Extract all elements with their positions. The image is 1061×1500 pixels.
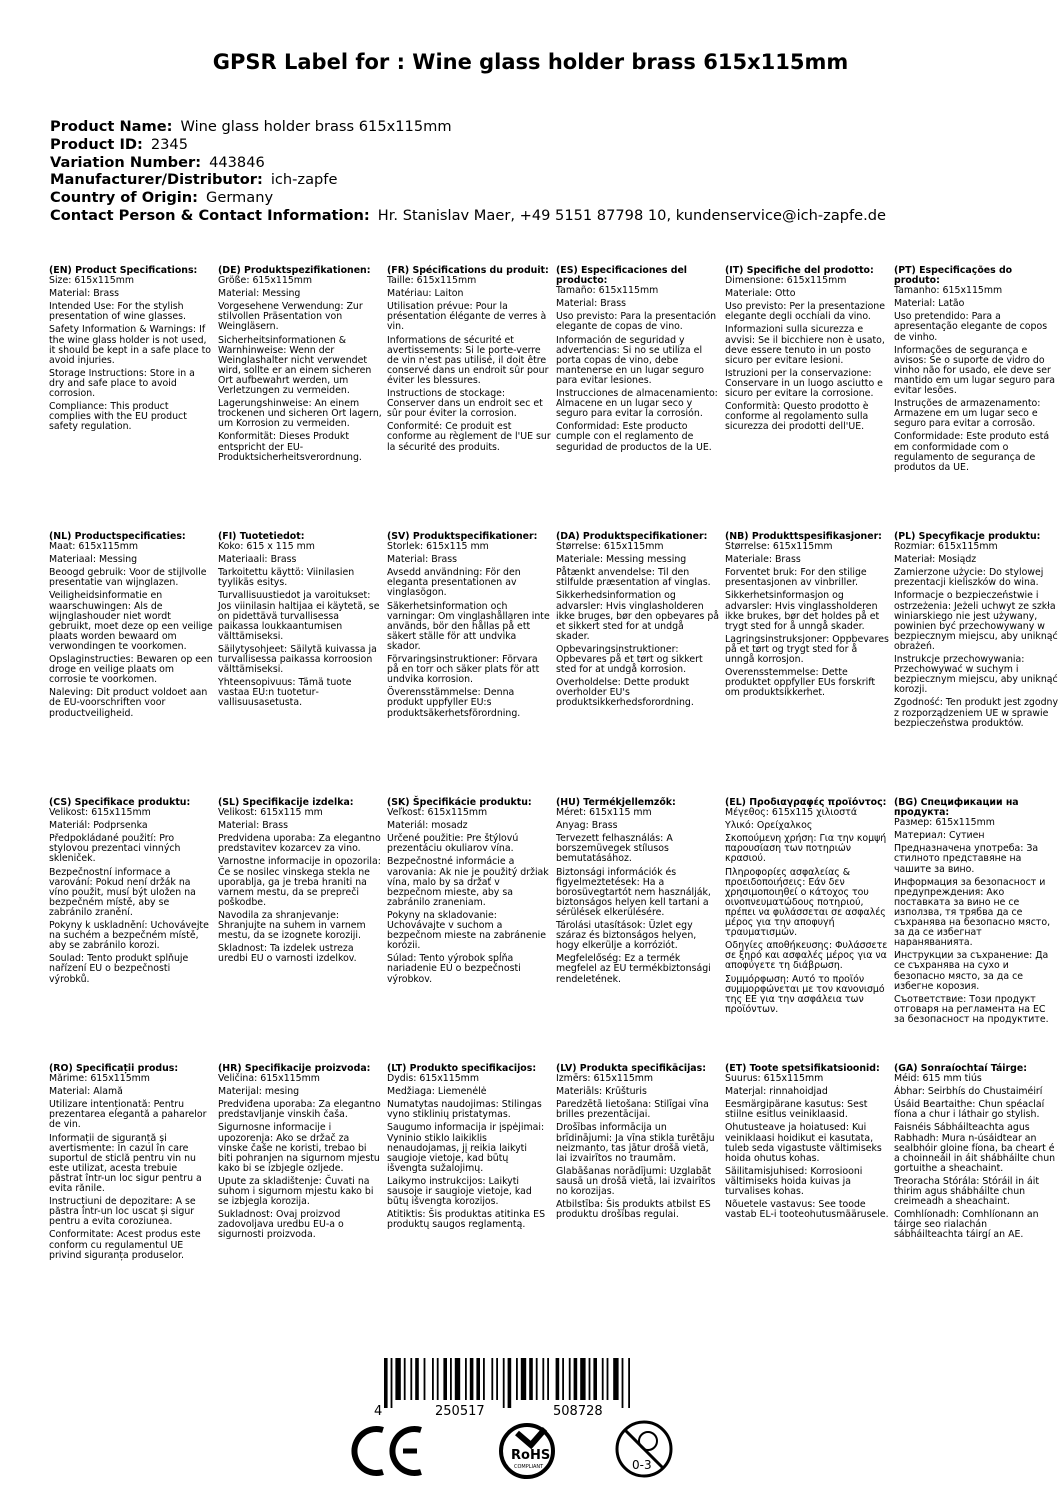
- age-label: 0-3: [632, 1458, 652, 1472]
- spec-paragraph: Uso previsto: Para la presentación elegante de copas de vino.: [556, 311, 720, 333]
- spec-paragraph: Mărime: 615x115mm: [49, 1073, 150, 1085]
- spec-paragraph: Atitiktis: Šis produktas atitinka ES produktų saugos reglamentą.: [387, 1209, 548, 1231]
- spec-paragraph: Predvidena uporaba: Za elegantno predstavitev kozarcev za vino.: [218, 833, 384, 855]
- spec-paragraph: Uso previsto: Per la presentazione elegante degli occhiali da vino.: [725, 301, 889, 323]
- barcode-bar: [508, 1358, 512, 1408]
- spec-paragraph: Nõuetele vastavus: See toode vastab EL-i tooteohutusmäärusele.: [725, 1199, 889, 1221]
- page-title: GPSR Label for : Wine glass holder brass 615x115mm: [212, 50, 849, 74]
- info-value: 443846: [209, 153, 265, 171]
- barcode-right-group: 508728: [553, 1404, 603, 1418]
- spec-paragraph: Sikkerhetsinformasjon og advarsler: Hvis vinglassholderen ikke brukes, bør det holdes på et trygt sted for å unngå skader.: [725, 590, 883, 632]
- spec-section-title: (NB) Produkttspesifikasjoner:: [725, 531, 882, 542]
- spec-paragraph: Maat: 615x115mm: [49, 541, 138, 553]
- spec-paragraph: Påtænkt anvendelse: Til den stilfulde præsentation af vinglas.: [556, 567, 711, 589]
- spec-paragraph: Materiaali: Brass: [218, 554, 297, 566]
- spec-paragraph: Tamaño: 615x115mm: [556, 285, 659, 297]
- spec-section-title: (LV) Produkta specifikācijas:: [556, 1063, 706, 1074]
- barcode-bar: [404, 1358, 406, 1400]
- spec-paragraph: Material: Brass: [218, 820, 289, 832]
- spec-paragraph: Förvaringsinstruktioner: Förvara på en torr och säker plats för att undvika korrosion.: [387, 654, 543, 686]
- spec-paragraph: Conformidade: Este produto está em conformidade com o regulamento de segurança de produtos da UE.: [894, 431, 1053, 473]
- barcode-bar: [470, 1358, 474, 1400]
- spec-paragraph: Sikkerhedsinformation og advarsler: Hvis vinglasholderen ikke bruges, bør den opbevares på et sikkert sted for at undgå skader.: [556, 590, 723, 642]
- spec-section-title: (HU) Termékjellemzők:: [556, 797, 676, 808]
- spec-section: [49, 1064, 213, 1264]
- spec-section-title: (SV) Produktspecifikationer:: [387, 531, 538, 542]
- spec-paragraph: Σκοπούμενη χρήση: Για την κομψή παρουσίαση των ποτηριών κρασιού.: [725, 833, 890, 865]
- barcode-bar: [562, 1358, 564, 1400]
- spec-section: [894, 531, 1061, 732]
- barcode-bar: [628, 1358, 630, 1408]
- barcode-bar: [602, 1358, 604, 1400]
- spec-paragraph: Zgodność: Ten produkt jest zgodny z rozporządzeniem UE w sprawie bezpieczeństwa produktów.: [894, 697, 1061, 729]
- barcode-bar: [384, 1358, 388, 1408]
- ean-barcode: [370, 1358, 632, 1418]
- info-value: Wine glass holder brass 615x115mm: [180, 118, 452, 135]
- rohs-sub-label: COMPLIANT: [514, 1464, 544, 1470]
- barcode-bar: [613, 1358, 618, 1400]
- info-label: Contact Person & Contact Information:: [50, 206, 370, 224]
- spec-section: [387, 798, 551, 988]
- barcode-bar: [432, 1358, 434, 1400]
- spec-paragraph: Conformité: Ce produit est conforme au règlement de l'UE sur la sécurité des produits.: [387, 421, 554, 453]
- spec-section-title: (DE) Produktspezifikationen:: [218, 265, 371, 276]
- spec-paragraph: Dydis: 615x115mm: [387, 1073, 479, 1085]
- spec-paragraph: Οδηγίες αποθήκευσης: Φυλάσσετε σε ξηρό και ασφαλές μέρος για να αποφύγετε τη διάβρωση.: [725, 940, 891, 972]
- barcode-bar: [424, 1358, 426, 1400]
- info-line: [50, 207, 886, 225]
- barcode-bar: [516, 1358, 518, 1400]
- spec-paragraph: Säilitamisjuhised: Korrosiooni vältimiseks hoida kuivas ja turvalises kohas.: [725, 1165, 866, 1198]
- barcode-bar: [607, 1358, 609, 1400]
- barcode-bar: [415, 1358, 419, 1400]
- spec-section: [894, 798, 1058, 1028]
- specifications-grid: [49, 266, 1059, 1330]
- spec-paragraph: Anyag: Brass: [556, 820, 618, 832]
- spec-section-title: (ES) Especificaciones del producto:: [556, 265, 691, 287]
- barcode-bar: [483, 1358, 485, 1400]
- spec-paragraph: Información de seguridad y advertencias: Si no se utiliza el porta copas de vino, debe mantenerse en un lugar seguro para evitar lesiones.: [556, 334, 708, 386]
- spec-paragraph: Overensstemmelse: Dette produktet oppfyller EUs forskrift om produktsikkerhet.: [725, 667, 878, 699]
- spec-section-title: (FR) Spécifications du produit:: [387, 265, 549, 276]
- spec-paragraph: Izmērs: 615x115mm: [556, 1073, 654, 1085]
- spec-paragraph: Soulad: Tento produkt splňuje nařízení EU o bezpečnosti výrobků.: [49, 953, 192, 985]
- barcode-bar: [491, 1358, 493, 1400]
- spec-paragraph: Ábhar: Seirbhís do Chustaiméirí: [894, 1086, 1043, 1098]
- spec-paragraph: Størrelse: 615x115mm: [725, 541, 833, 553]
- barcode-bar: [589, 1358, 591, 1400]
- info-label: Variation Number:: [50, 153, 202, 171]
- spec-section-title: (SK) Špecifikácie produktu:: [387, 797, 532, 808]
- spec-paragraph: Koko: 615 x 115 mm: [218, 541, 315, 553]
- spec-paragraph: Medžiaga: Liemenėlė: [387, 1086, 487, 1098]
- spec-paragraph: Atbilstība: Šis produkts atbilst ES produktu drošības regulai.: [556, 1199, 714, 1221]
- spec-paragraph: Treoracha Stórála: Stóráil in áit thirim agus shábháilte chun creimeadh a sheachaint.: [894, 1175, 1043, 1208]
- spec-section: [49, 531, 216, 722]
- spec-paragraph: Forventet bruk: For den stilige presentasjonen av vinbriller.: [725, 567, 870, 589]
- spec-section-title: (EN) Product Specifications:: [49, 265, 198, 276]
- spec-paragraph: Conformità: Questo prodotto è conforme al regolamento sulla sicurezza dei prodotti dell'UE.: [725, 401, 872, 433]
- spec-paragraph: Matériau: Laiton: [387, 288, 464, 300]
- spec-paragraph: Materiale: Otto: [725, 288, 796, 300]
- spec-paragraph: Určené použitie: Pre štýlovú prezentáciu okuliarov vína.: [387, 833, 522, 855]
- spec-section-title: (GA) Sonraíochtaí Táirge:: [894, 1063, 1027, 1074]
- info-line: [50, 154, 886, 172]
- barcode-bar: [569, 1358, 571, 1400]
- spec-paragraph: Ohutusteave ja hoiatused: Kui veiniklaasi hoidikut ei kasutata, tuleb seda vigastuste vältimiseks hoida ohutus kohas.: [725, 1122, 885, 1164]
- spec-section: [725, 798, 889, 1018]
- spec-section: [218, 532, 382, 712]
- spec-paragraph: Sicherheitsinformationen & Warnhinweise: Wenn der Weinglashalter nicht verwendet wird, sollte er an einem sicheren Ort aufbewahrt werden, um Verletzungen zu vermeiden.: [218, 334, 375, 397]
- spec-paragraph: Bezpečnostné informácie a varovania: Ak nie je použitý držiak vína, malo by sa držať v bezpečnom mieste, aby sa zabránilo zraneniam.: [387, 856, 552, 908]
- barcode-lead-digit: 4: [374, 1404, 383, 1418]
- spec-row: [49, 1064, 1059, 1330]
- spec-paragraph: Veiligheidsinformatie en waarschuwingen: Als de wijnglashouder niet wordt gebruikt, moet deze op een veilige plaats worden bewaard om verwondingen te voorkomen.: [49, 590, 216, 652]
- spec-paragraph: Lagringsinstruksjoner: Oppbevares på et tørt og trygt sted for å unngå korrosjon.: [725, 633, 892, 666]
- spec-paragraph: Informacje o bezpieczeństwie i ostrzeżenia: Jeżeli uchwyt ze szkła winiarskiego nie jest używany, powinien być przechowywany w bezpiecznym miejscu, aby uniknąć obrażeń.: [894, 590, 1061, 652]
- rohs-label: RoHS: [511, 1448, 551, 1463]
- barcode-bar: [391, 1358, 393, 1408]
- info-value: ich-zapfe: [270, 171, 338, 189]
- spec-paragraph: Conformitate: Acest produs este conform cu regulamentul UE privind siguranța produselor.: [49, 1229, 204, 1261]
- spec-section-title: (RO) Specificații produs:: [49, 1063, 179, 1074]
- spec-paragraph: Suurus: 615x115mm: [725, 1073, 824, 1085]
- spec-paragraph: Material: Alamă: [49, 1086, 123, 1098]
- spec-paragraph: Velikost: 615x115mm: [49, 807, 151, 819]
- spec-paragraph: Instrucciones de almacenamiento: Almacene en un lugar seco y seguro para evitar la corrosión.: [556, 388, 721, 420]
- spec-section: [725, 1064, 889, 1223]
- spec-paragraph: Megfelelőség: Ez a termék megfelel az EU termékbiztonsági rendeletének.: [556, 953, 714, 985]
- spec-paragraph: Comhlíonadh: Comhlíonann an táirge seo rialachán sábháilteachta táirgí an AE.: [894, 1209, 1042, 1241]
- spec-paragraph: Opbevaringsinstruktioner: Opbevares på et tørt og sikkert sted for at undgå korrosion.: [556, 643, 706, 676]
- info-label: Manufacturer/Distributor:: [50, 171, 263, 189]
- spec-paragraph: Upute za skladištenje: Čuvati na suhom i sigurnom mjestu kako bi se izbjegla korozija.: [218, 1175, 377, 1208]
- spec-paragraph: Predviđena uporaba: Za elegantno predstavljanje vinskih čaša.: [218, 1099, 384, 1121]
- spec-section: [218, 1064, 382, 1244]
- spec-paragraph: Материал: Сутиен: [894, 830, 985, 842]
- spec-paragraph: Materiale: Brass: [725, 554, 801, 566]
- spec-paragraph: Veľkosť: 615x115mm: [387, 807, 488, 819]
- spec-section: [556, 266, 720, 456]
- spec-paragraph: Saugumo informacija ir įspėjimai: Vyninio stiklo laikiklis nenaudojamas, jį reikia laikyti saugioje vietoje, kad būtų išvengta sužalojimų.: [387, 1122, 548, 1174]
- barcode-bars: [384, 1358, 630, 1408]
- spec-paragraph: Størrelse: 615x115mm: [556, 541, 664, 553]
- rohs-compliant-icon: [501, 1425, 553, 1477]
- spec-section-title: (EL) Προδιαγραφές προϊόντος:: [725, 797, 887, 808]
- spec-paragraph: Size: 615x115mm: [49, 275, 134, 287]
- spec-paragraph: Dimensione: 615x115mm: [725, 275, 847, 287]
- spec-paragraph: Tervezett felhasználás: A borszemüvegek stílusos bemutatásához.: [556, 833, 676, 865]
- spec-paragraph: Pokyny na skladovanie: Uchovávajte v suchom a bezpečnom mieste na zabránenie korózii.: [387, 909, 550, 952]
- spec-paragraph: Informations de sécurité et avertissements: Si le porte-verre de vin n'est pas utilisé, il doit être conservé dans un endroit sûr pour éviter les blessures.: [387, 334, 552, 386]
- spec-paragraph: Yhteensopivuus: Tämä tuote vastaa EU:n tuoteturvallisuusasetusta.: [218, 677, 355, 709]
- info-value: Hr. Stanislav Maer, +49 5151 87798 10, kundenservice@ich-zapfe.de: [377, 206, 887, 224]
- spec-paragraph: Utilizare intenționată: Pentru prezentarea elegantă a paharelor de vin.: [49, 1099, 210, 1131]
- spec-paragraph: Instructions de stockage: Conserver dans un endroit sec et sûr pour éviter la corrosion.: [387, 388, 546, 420]
- barcode-bar: [465, 1358, 467, 1400]
- spec-section-title: (LT) Produkto specifikacijos:: [387, 1063, 537, 1074]
- spec-paragraph: Instruções de armazenamento: Armazene em um lugar seco e seguro para evitar a corrosão.: [894, 398, 1044, 430]
- spec-paragraph: Compliance: This product complies with the EU product safety regulation.: [49, 401, 190, 433]
- spec-paragraph: Material: Messing: [218, 288, 301, 300]
- spec-section: [894, 1064, 1058, 1244]
- barcode-bar: [529, 1358, 533, 1400]
- spec-paragraph: Överensstämmelse: Denna produkt uppfyller EU:s produktsäkerhetsförordning.: [387, 687, 521, 719]
- spec-paragraph: Biztonsági információk és figyelmeztetések: Ha a borosüvegtartót nem használják, biztonságos helyen kell tartani a sérülések elkerülésére.: [556, 866, 714, 918]
- spec-row: [49, 266, 1059, 532]
- info-line: [50, 189, 886, 207]
- spec-paragraph: Eesmärgipärane kasutus: Sest stiilne esitlus veiniklaasid.: [725, 1099, 871, 1121]
- spec-paragraph: Velikost: 615x115 mm: [218, 807, 323, 819]
- spec-section-title: (CS) Specifikace produktu:: [49, 797, 191, 808]
- spec-section-title: (HR) Specifikacije proizvoda:: [218, 1063, 371, 1074]
- barcode-bar: [443, 1358, 447, 1400]
- spec-section-title: (FI) Tuotetiedot:: [218, 531, 305, 542]
- spec-paragraph: Materiał: Mosiądz: [894, 554, 977, 566]
- barcode-bar: [410, 1358, 412, 1400]
- spec-section: [556, 531, 723, 712]
- compliance-logos: [345, 1412, 685, 1490]
- spec-section-title: (BG) Спецификации на продукта:: [894, 797, 1022, 819]
- spec-row: [49, 532, 1059, 798]
- barcode-bar: [547, 1358, 549, 1400]
- barcode-bar: [542, 1358, 544, 1400]
- spec-paragraph: Konformität: Dieses Produkt entspricht der EU-Produktsicherheitsverordnung.: [218, 431, 362, 463]
- spec-paragraph: Súlad: Tento výrobok spĺňa nariadenie EÚ o bezpečnosti výrobkov.: [387, 953, 524, 985]
- spec-paragraph: Intended Use: For the stylish presentation of wine glasses.: [49, 301, 187, 323]
- spec-paragraph: Größe: 615x115mm: [218, 275, 313, 287]
- spec-paragraph: Tárolási utasítások: Üzlet egy száraz és biztonságos helyen, hogy elkerülje a korróziót.: [556, 920, 700, 952]
- barcode-left-group: 250517: [435, 1404, 485, 1418]
- spec-paragraph: Storage Instructions: Store in a dry and safe place to avoid corrosion.: [49, 367, 198, 400]
- spec-paragraph: Úsáid Beartaithe: Chun spéaclaí fíona a chur i láthair go stylish.: [894, 1099, 1048, 1121]
- spec-paragraph: Instrucțiuni de depozitare: A se păstra într-un loc uscat și sigur pentru a evita coroziunea.: [49, 1196, 199, 1228]
- info-label: Product Name:: [50, 118, 173, 135]
- spec-paragraph: Materiale: Messing messing: [556, 554, 687, 566]
- spec-paragraph: Taille: 615x115mm: [387, 275, 477, 287]
- spec-paragraph: Opslaginstructies: Bewaren op een droge en veilige plaats om corrosie te voorkomen.: [49, 654, 216, 686]
- barcode-bar: [476, 1358, 480, 1400]
- spec-row: [49, 798, 1059, 1064]
- spec-paragraph: Glabāšanas norādījumi: Uzglabāt sausā un drošā vietā, lai izvairītos no korozijas.: [556, 1165, 719, 1198]
- spec-paragraph: Paredzētā lietošana: Stilīgai vīna brilles prezentācijai.: [556, 1099, 712, 1121]
- spec-section: [49, 266, 213, 435]
- spec-section: [725, 531, 892, 701]
- spec-paragraph: Storlek: 615x115 mm: [387, 541, 489, 553]
- spec-section-title: (NL) Productspecificaties:: [49, 531, 186, 542]
- spec-paragraph: Varnostne informacije in opozorila: Če se nosilec vinskega stekla ne uporablja, ga je treba hraniti na varnem mestu, da se prepreči poškodbe.: [218, 856, 384, 908]
- spec-paragraph: Turvallisuustiedot ja varoitukset: Jos viinilasin haltijaa ei käytetä, se on pidettävä turvallisessa paikassa loukkaantumisen välttämiseksi.: [218, 590, 383, 642]
- spec-paragraph: Veličina: 615x115mm: [218, 1073, 320, 1085]
- barcode-bar: [455, 1358, 460, 1400]
- spec-paragraph: Utilisation prévue: Pour la présentation élégante de verres à vin.: [387, 301, 550, 333]
- spec-paragraph: Informații de siguranță și avertismente: În cazul în care suportul de sticlă pentru vin nu este utilizat, acesta trebuie păstrat într-un loc sigur pentru a evita rănile.: [49, 1132, 205, 1195]
- spec-paragraph: Rozmiar: 615x115mm: [894, 541, 998, 553]
- ce-mark-icon: [354, 1429, 421, 1473]
- spec-section: [387, 1064, 551, 1233]
- spec-paragraph: Material: Brass: [556, 298, 627, 310]
- spec-section-title: (DA) Produktspecifikationer:: [556, 531, 708, 542]
- info-value: Germany: [206, 189, 274, 207]
- spec-paragraph: Размер: 615x115mm: [894, 817, 995, 829]
- info-value: 2345: [150, 135, 188, 153]
- spec-paragraph: Materijal: mesing: [218, 1086, 300, 1098]
- spec-section-title: (SL) Specifikacije izdelka:: [218, 797, 354, 808]
- spec-section-title: (IT) Specifiche del prodotto:: [725, 265, 874, 276]
- barcode-bar: [593, 1358, 597, 1400]
- barcode-bar: [450, 1358, 452, 1400]
- info-line: [50, 118, 886, 136]
- spec-paragraph: Beoogd gebruik: Voor de stijlvolle presentatie van wijnglazen.: [49, 567, 210, 589]
- barcode-bar: [580, 1358, 585, 1400]
- spec-paragraph: Skladnost: Ta izdelek ustreza uredbi EU o varnosti izdelkov.: [218, 943, 357, 965]
- spec-paragraph: Säkerhetsinformation och varningar: Om vinglashållaren inte används, bör den hållas på ett säkert ställe för att undvika skador.: [387, 600, 553, 652]
- spec-section: [218, 265, 385, 466]
- barcode-bar: [496, 1358, 498, 1400]
- spec-paragraph: Sukladnost: Ovaj proizvod zadovoljava uredbu EU-a o sigurnosti proizvoda.: [218, 1209, 347, 1241]
- spec-paragraph: Bezpečnostní informace a varování: Pokud není držák na víno použit, musí být uložen na bezpečném místě, aby se zabránilo zranění.: [49, 866, 199, 918]
- spec-section: [49, 798, 213, 988]
- spec-section: [387, 532, 551, 722]
- spec-paragraph: Materiál: Podprsenka: [49, 820, 148, 832]
- spec-paragraph: Συμμόρφωση: Αυτό το προϊόν συμμορφώνεται με τον κανονισμό της ΕΕ για την ασφάλεια των προϊόντων.: [725, 973, 888, 1015]
- barcode-bar: [536, 1358, 538, 1400]
- barcode-bar: [574, 1358, 578, 1400]
- spec-paragraph: Информация за безопасност и предупреждения: Ако поставката за вино не се използва, тя трябва да се съхранява на безопасно място, за да се избегнат нараняванията.: [894, 876, 1054, 949]
- spec-paragraph: Инструкции за съхранение: Да се съхранява на сухо и безопасно място, за да се избегне корозия.: [894, 950, 1052, 992]
- spec-paragraph: Overholdelse: Dette produkt overholder EU's produktsikkerhedsforordning.: [556, 677, 694, 709]
- spec-paragraph: Méret: 615x115 mm: [556, 807, 652, 819]
- info-line: [50, 171, 886, 189]
- spec-paragraph: Conformidad: Este producto cumple con el reglamento de seguridad de productos de la UE.: [556, 421, 712, 453]
- product-info: [50, 118, 886, 225]
- spec-paragraph: Μέγεθος: 615x115 χιλιοστά: [725, 807, 858, 819]
- barcode-bar: [503, 1358, 505, 1408]
- spec-paragraph: Съответствие: Този продукт отговаря на регламента на ЕС за безопасност на продуктите.: [894, 993, 1049, 1025]
- spec-section: [725, 266, 889, 435]
- spec-section: [894, 266, 1058, 476]
- spec-paragraph: Istruzioni per la conservazione: Conservare in un luogo asciutto e sicuro per evitare la corrosione.: [725, 367, 886, 400]
- spec-paragraph: Navodila za shranjevanje: Shranjujte na suhem in varnem mestu, da se izognete koroziji.: [218, 909, 369, 942]
- spec-section-title: (ET) Toote spetsifikatsioonid:: [725, 1063, 880, 1074]
- spec-paragraph: Materiaal: Messing: [49, 554, 138, 566]
- spec-section-title: (PT) Especificações do produto:: [894, 265, 1016, 287]
- spec-paragraph: Säilytysohjeet: Säilytä kuivassa ja turvallisessa paikassa korroosion välttämiseksi.: [218, 643, 380, 676]
- spec-paragraph: Safety Information & Warnings: If the wine glass holder is not used, it should be kept in a safe place to avoid injuries.: [49, 324, 214, 366]
- spec-paragraph: Material: Brass: [387, 554, 458, 566]
- spec-paragraph: Avsedd användning: För den eleganta presentationen av vinglasögon.: [387, 567, 524, 599]
- spec-paragraph: Zamierzone użycie: Do stylowej prezentacji kieliszków do wina.: [894, 567, 1047, 589]
- spec-paragraph: Tamanho: 615x115mm: [894, 285, 1003, 297]
- spec-paragraph: Drošības informācija un brīdinājumi: Ja vīna stikla turētāju neizmanto, tas jātur drošā vietā, lai izvairītos no traumām.: [556, 1122, 718, 1164]
- spec-paragraph: Méid: 615 mm tiús: [894, 1073, 982, 1085]
- spec-section: [556, 798, 720, 988]
- info-line: [50, 136, 886, 154]
- spec-paragraph: Numatytas naudojimas: Stilingas vyno stiklinių pristatymas.: [387, 1099, 545, 1121]
- spec-section-title: (PL) Specyfikacje produktu:: [894, 531, 1041, 542]
- spec-paragraph: Naleving: Dit product voldoet aan de EU-voorschriften voor productveiligheid.: [49, 687, 211, 719]
- age-0-3-warning-icon: [617, 1422, 671, 1476]
- spec-paragraph: Předpokládané použití: Pro stylovou prezentaci vinných skleniček.: [49, 833, 184, 865]
- spec-section: [556, 1064, 720, 1223]
- spec-paragraph: Materiāls: Krūšturis: [556, 1086, 647, 1098]
- barcode-bar: [622, 1358, 624, 1408]
- spec-paragraph: Material: Latão: [894, 298, 965, 310]
- spec-paragraph: Informazioni sulla sicurezza e avvisi: Se il bicchiere non è usato, deve essere tenuto in un posto sicuro per evitare lesioni.: [725, 324, 888, 366]
- spec-paragraph: Предназначена употреба: За стилното представяне на чашите за вино.: [894, 843, 1042, 875]
- spec-paragraph: Instrukcje przechowywania: Przechowywać w suchym i bezpiecznym miejscu, aby uniknąć korozji.: [894, 654, 1061, 696]
- spec-paragraph: Sigurnosne informacije i upozorenja: Ako se držač za vinske čaše ne koristi, trebao bi biti pohranjen na sigurnom mjestu kako bi se izbjegle ozljede.: [218, 1122, 383, 1174]
- info-label: Product ID:: [50, 135, 143, 153]
- spec-section: [218, 798, 382, 967]
- spec-paragraph: Πληροφορίες ασφαλείας & προειδοποιήσεις: Εάν δεν χρησιμοποιηθεί ο κάτοχος του οινοπνευματώδους ποτηριού, πρέπει να φυλάσσεται σε ασφαλές μέρος για την αποφυγή τραυματισμών.: [725, 866, 889, 939]
- spec-section: [387, 265, 554, 456]
- spec-paragraph: Materiál: mosadz: [387, 820, 468, 832]
- barcode-bar: [521, 1358, 526, 1400]
- spec-paragraph: Informações de segurança e avisos: Se o suporte de vidro do vinho não for usado, ele deve ser mantido em um lugar seguro para evitar lesões.: [894, 344, 1058, 397]
- barcode-bar: [437, 1358, 439, 1400]
- spec-paragraph: Uso pretendido: Para a apresentação elegante de copos de vinho.: [894, 311, 1051, 343]
- spec-paragraph: Vorgesehene Verwendung: Zur stilvollen Präsentation von Weingläsern.: [218, 301, 366, 333]
- spec-paragraph: Material: Brass: [49, 288, 120, 300]
- spec-paragraph: Υλικό: Ορείχαλκος: [725, 820, 813, 832]
- spec-paragraph: Tarkoitettu käyttö: Viinilasien tyylikäs esitys.: [218, 567, 358, 589]
- spec-paragraph: Lagerungshinweise: An einem trockenen und sicheren Ort lagern, um Korrosion zu vermeiden.: [218, 398, 385, 430]
- barcode-bar: [556, 1358, 560, 1400]
- spec-paragraph: Materjal: rinnahoidjad: [725, 1086, 828, 1098]
- barcode-bar: [395, 1358, 400, 1400]
- spec-paragraph: Laikymo instrukcijos: Laikyti sausoje ir saugioje vietoje, kad būtų išvengta korozijos.: [387, 1175, 535, 1208]
- spec-paragraph: Pokyny k uskladnění: Uchovávejte na suchém a bezpečném místě, aby se zabránilo korozi.: [49, 920, 212, 952]
- info-label: Country of Origin:: [50, 189, 199, 207]
- spec-paragraph: Faisnéis Sábháilteachta agus Rabhadh: Mura n-úsáidtear an sealbhóir gloine fíona, ba cheart é a choinneáil in áit shábháilte chun gortuithe a sheachaint.: [894, 1122, 1059, 1174]
